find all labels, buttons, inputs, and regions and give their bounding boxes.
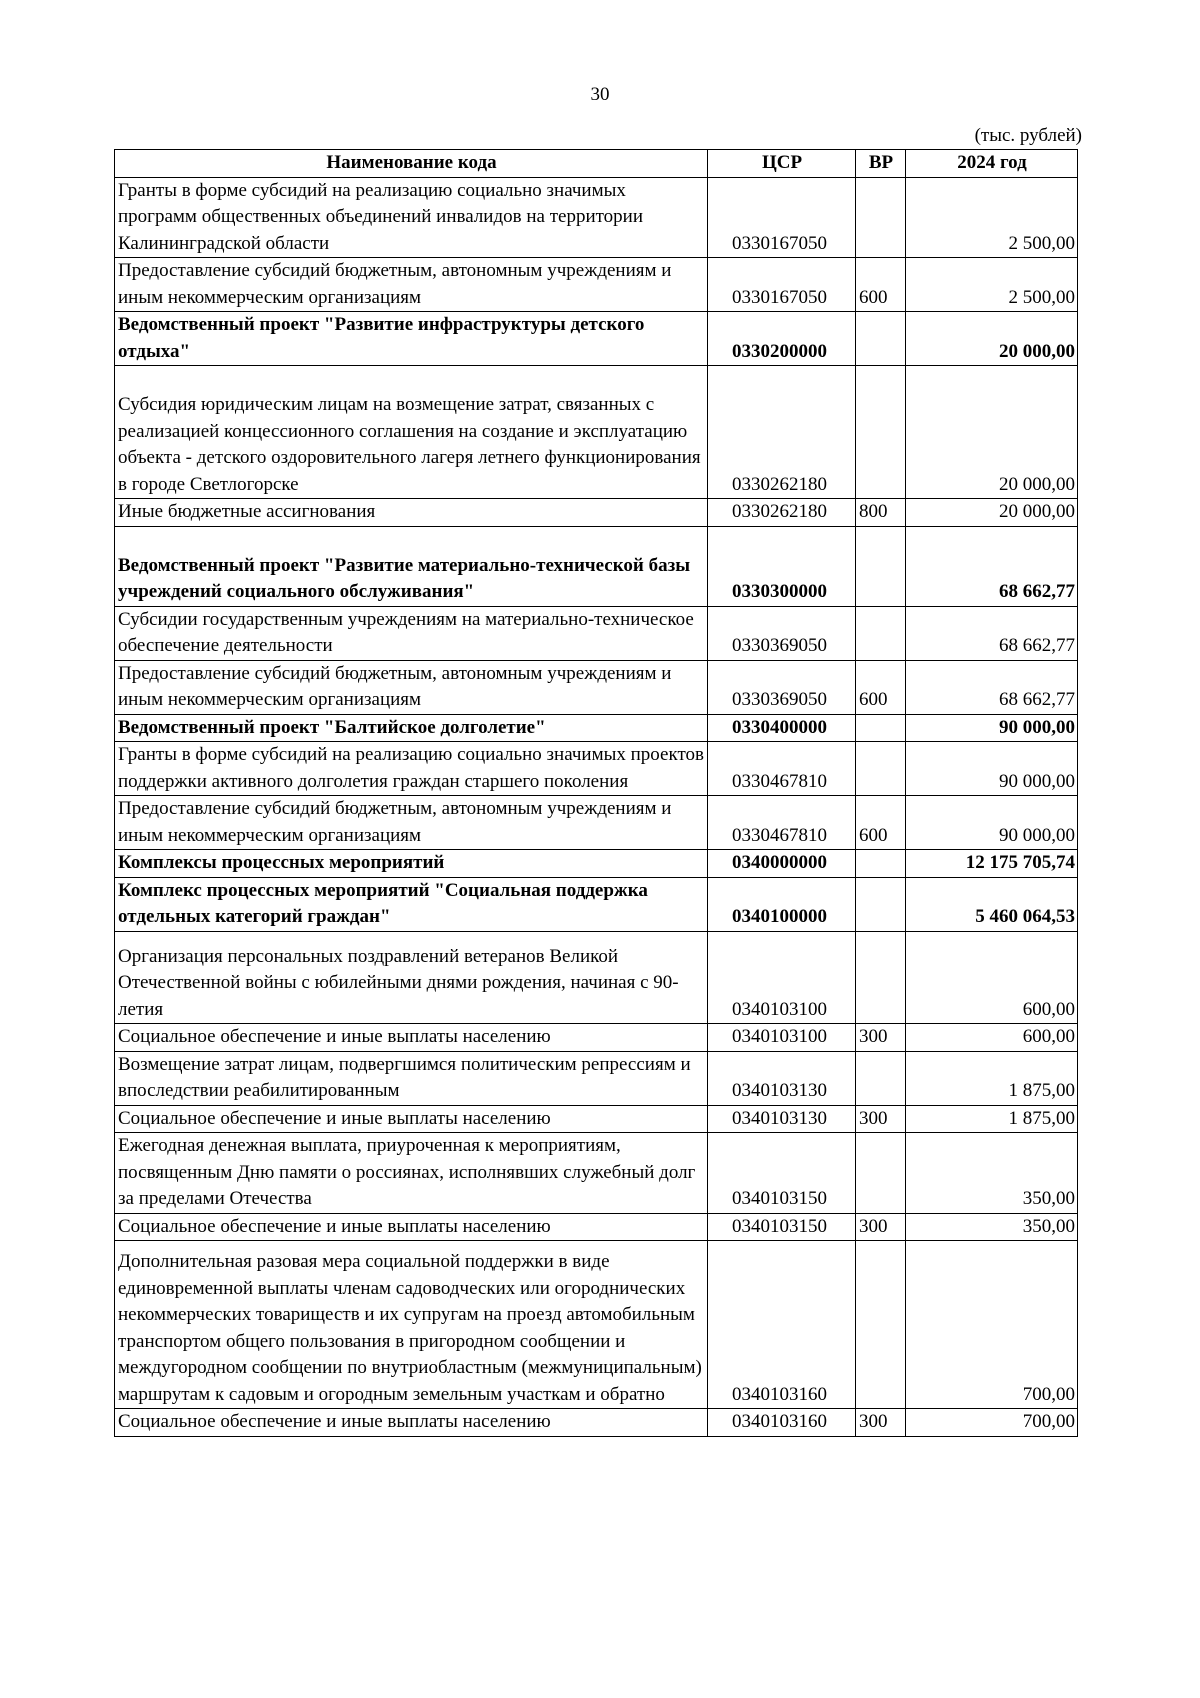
row-sum: 68 662,77 [906,606,1078,660]
table-row [115,931,1078,1024]
row-name: Ведомственный проект "Балтийское долголетие" [115,714,708,742]
table-row [115,499,1078,527]
row-csr: 0340103100 [708,1024,856,1052]
row-sum: 20 000,00 [906,366,1078,499]
row-vr: 300 [856,1213,906,1241]
units-label: (тыс. рублей) [974,125,1082,146]
row-name: Комплекс процессных мероприятий "Социальная поддержка отдельных категорий граждан" [115,877,708,931]
row-csr: 0340103160 [708,1409,856,1437]
table-row [115,850,1078,878]
header-csr: ЦСР [708,150,856,178]
table-row [115,1051,1078,1105]
row-sum: 68 662,77 [906,660,1078,714]
row-sum: 700,00 [906,1241,1078,1409]
row-csr: 0330300000 [708,526,856,606]
row-name: Субсидии государственным учреждениям на материально-техническое обеспечение деятельности [115,606,708,660]
row-vr: 600 [856,796,906,850]
row-sum: 2 500,00 [906,258,1078,312]
header-vr: ВР [856,150,906,178]
table-row [115,714,1078,742]
row-sum: 68 662,77 [906,526,1078,606]
row-vr: 600 [856,258,906,312]
row-name: Гранты в форме субсидий на реализацию социально значимых проектов поддержки активного долголетия граждан старшего поколения [115,742,708,796]
row-vr [856,931,906,1024]
row-vr [856,877,906,931]
row-csr: 0340103130 [708,1105,856,1133]
row-name: Социальное обеспечение и иные выплаты населению [115,1105,708,1133]
row-vr [856,850,906,878]
row-csr: 0330167050 [708,177,856,258]
header-year: 2024 год [906,150,1078,178]
row-vr [856,1241,906,1409]
table-row [115,742,1078,796]
row-name: Организация персональных поздравлений ветеранов Великой Отечественной войны с юбилейными днями рождения, начиная с 90-летия [115,931,708,1024]
row-csr: 0340103150 [708,1133,856,1214]
table-row [115,877,1078,931]
row-csr: 0330262180 [708,366,856,499]
table-row [115,1409,1078,1437]
table-row [115,1133,1078,1214]
row-csr: 0330467810 [708,742,856,796]
table-row [115,1105,1078,1133]
row-name: Предоставление субсидий бюджетным, автономным учреждениям и иным некоммерческим организациям [115,258,708,312]
row-csr: 0330262180 [708,499,856,527]
row-sum: 90 000,00 [906,796,1078,850]
row-csr: 0330369050 [708,606,856,660]
row-vr [856,1133,906,1214]
row-sum: 90 000,00 [906,742,1078,796]
row-sum: 700,00 [906,1409,1078,1437]
header-name: Наименование кода [115,150,708,178]
row-name: Предоставление субсидий бюджетным, автономным учреждениям и иным некоммерческим организациям [115,660,708,714]
row-vr [856,1051,906,1105]
row-name: Иные бюджетные ассигнования [115,499,708,527]
row-sum: 2 500,00 [906,177,1078,258]
row-vr [856,366,906,499]
row-csr: 0340000000 [708,850,856,878]
row-name: Ведомственный проект "Развитие материально-технической базы учреждений социального обслуживания" [115,526,708,606]
table-row [115,366,1078,499]
row-name: Социальное обеспечение и иные выплаты населению [115,1409,708,1437]
row-csr: 0340103130 [708,1051,856,1105]
row-vr: 600 [856,660,906,714]
row-name: Ежегодная денежная выплата, приуроченная к мероприятиям, посвященным Дню памяти о россиянах, исполнявших служебный долг за пределами Отечества [115,1133,708,1214]
table-row [115,660,1078,714]
row-name: Ведомственный проект "Развитие инфраструктуры детского отдыха" [115,312,708,366]
row-csr: 0330467810 [708,796,856,850]
row-sum: 1 875,00 [906,1051,1078,1105]
row-vr [856,177,906,258]
table-row [115,1024,1078,1052]
table-row [115,526,1078,606]
row-name: Гранты в форме субсидий на реализацию социально значимых программ общественных объединений инвалидов на территории Калининградской области [115,177,708,258]
page-number: 30 [590,84,610,105]
row-csr: 0340103150 [708,1213,856,1241]
row-vr [856,714,906,742]
row-vr: 300 [856,1409,906,1437]
row-name: Субсидия юридическим лицам на возмещение затрат, связанных с реализацией концессионного соглашения на создание и эксплуатацию объекта - детского оздоровительного лагеря летнего функционирования в городе Светлогорске [115,366,708,499]
row-vr: 800 [856,499,906,527]
row-name: Социальное обеспечение и иные выплаты населению [115,1024,708,1052]
row-csr: 0330369050 [708,660,856,714]
row-sum: 5 460 064,53 [906,877,1078,931]
row-name: Дополнительная разовая мера социальной поддержки в виде единовременной выплаты членам садоводческих или огороднических некоммерческих товариществ и их супругам на проезд автомобильным транспортом общего пользования в пригородном сообщении и междугородном сообщении по внутриобластным (межмуниципальным) маршрутам к садовым и огородным земельным участкам и обратно [115,1241,708,1409]
table-row [115,312,1078,366]
row-name: Комплексы процессных мероприятий [115,850,708,878]
row-csr: 0340103160 [708,1241,856,1409]
row-sum: 20 000,00 [906,312,1078,366]
table-row [115,796,1078,850]
table-row [115,258,1078,312]
row-sum: 12 175 705,74 [906,850,1078,878]
table-row [115,1213,1078,1241]
row-csr: 0340100000 [708,877,856,931]
row-sum: 350,00 [906,1133,1078,1214]
row-vr: 300 [856,1024,906,1052]
row-vr: 300 [856,1105,906,1133]
table-row [115,1241,1078,1409]
row-vr [856,606,906,660]
row-vr [856,312,906,366]
row-name: Социальное обеспечение и иные выплаты населению [115,1213,708,1241]
row-sum: 20 000,00 [906,499,1078,527]
row-csr: 0330400000 [708,714,856,742]
row-sum: 350,00 [906,1213,1078,1241]
row-csr: 0330200000 [708,312,856,366]
row-vr [856,526,906,606]
row-sum: 600,00 [906,1024,1078,1052]
row-csr: 0330167050 [708,258,856,312]
row-sum: 90 000,00 [906,714,1078,742]
row-name: Предоставление субсидий бюджетным, автономным учреждениям и иным некоммерческим организациям [115,796,708,850]
table-header-row [115,150,1078,178]
row-vr [856,742,906,796]
row-csr: 0340103100 [708,931,856,1024]
row-sum: 1 875,00 [906,1105,1078,1133]
table-row [115,177,1078,258]
row-name: Возмещение затрат лицам, подвергшимся политическим репрессиям и впоследствии реабилитированным [115,1051,708,1105]
table-body [115,177,1078,1436]
budget-table [114,149,1078,1437]
row-sum: 600,00 [906,931,1078,1024]
table-row [115,606,1078,660]
